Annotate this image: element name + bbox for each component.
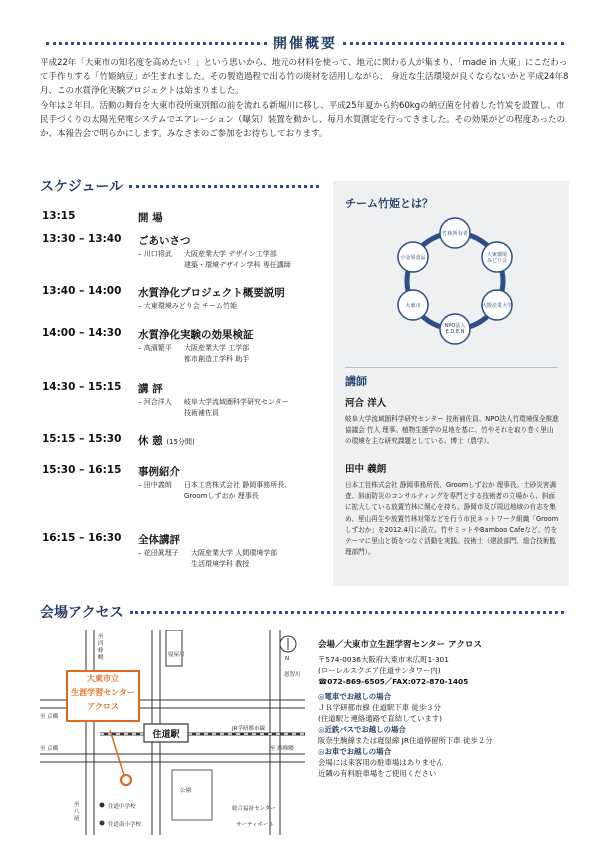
speaker-name: – 田中義朗 (138, 481, 172, 489)
network-node (398, 290, 428, 320)
sidebar-divider (345, 367, 557, 368)
affiliation-line: 都市創造工学科 助手 (183, 355, 250, 363)
schedule-title-text: 水質浄化実験の効果検証 (138, 329, 254, 341)
map-label-kyoto: 至 京橋 (40, 714, 59, 720)
map-label-north: N (285, 656, 290, 662)
schedule-time: 16:15 – 16:30 (42, 532, 122, 544)
schedule-rule (129, 185, 319, 188)
venue-marker (121, 775, 131, 785)
map-label-onchigawa: 恩智川 (284, 672, 301, 678)
network-node (398, 242, 428, 272)
schedule-title: スケジュール (40, 179, 124, 195)
map-label-shijonawate: 至 四條畷 (98, 634, 104, 661)
schedule-time: 13:30 – 13:40 (42, 233, 122, 245)
map-label-yao: 至 八尾 (74, 802, 80, 822)
train-line: ＪＲ学研都市線 住道駅下車 徒歩３分 (318, 703, 441, 712)
speaker-affiliation (184, 249, 291, 271)
schedule-speaker (138, 301, 237, 312)
car-line: 近隣の有料駐車場をご使用ください (318, 769, 437, 778)
speaker-affiliation (184, 397, 289, 419)
affiliation-line: 大阪産業大学 デザイン工学部 (183, 250, 277, 258)
venue-label-box (66, 670, 140, 722)
station-label: 住道駅 (152, 730, 180, 740)
break-duration: (15分間) (166, 438, 195, 446)
speaker-name: – 川口将武 (138, 250, 172, 258)
map-label-sunthy: サーティホール (236, 822, 274, 828)
sidebar-panel (333, 181, 569, 586)
access-title: 会場アクセス (40, 605, 124, 621)
schedule-speaker (138, 343, 249, 365)
schedule-title-text: 開 場 (138, 212, 163, 224)
map-label-shijonawate2: 至 四條畷 (270, 746, 294, 752)
schedule-time: 14:30 – 15:15 (42, 381, 122, 393)
speaker-name: – 花田眞理子 (138, 549, 179, 557)
map-label-neyagawa: 寝屋川 (168, 652, 185, 658)
speaker-name: – 河合洋人 (138, 398, 172, 406)
train-heading: ◎電車でお越しの場合 (318, 692, 391, 701)
lecturers-title: 講師 (345, 375, 367, 388)
speaker-name: – 大東環境みどり会 チーム竹姫 (138, 302, 237, 310)
map-label-jr: JR学研都市線 (232, 726, 265, 732)
schedule-speaker (138, 480, 291, 502)
overview-body (40, 56, 572, 141)
network-node (440, 314, 470, 344)
lecturer-bio: 岐阜大学流域圏科学研究センター 技術補佐員、NPO法人竹環境保全推進協議会 竹人 理事。植物生態学の見地を基に、竹やそれを取り巻く里山の環境を主な研究課題としている。博士（農学）。 (345, 415, 559, 446)
team-title: チーム竹姫とは？ (345, 197, 433, 210)
lecturer-block (345, 461, 559, 558)
speaker-name: – 高濱繁平 (138, 344, 172, 352)
overview-title: 開催概要 (273, 36, 337, 52)
access-map (40, 630, 305, 835)
school-marker (100, 821, 105, 826)
park-area (172, 770, 212, 820)
bus-line: 阪奈生駒線または寝屋線 JR住道停留所下車 徒歩２分 (318, 736, 493, 745)
svg-text:大東市: 大東市 (405, 303, 421, 309)
schedule-speaker (138, 548, 277, 570)
car-heading: ◎お車でお越しの場合 (318, 747, 391, 756)
speaker-affiliation (191, 548, 277, 570)
affiliation-line: 建築・環境デザイン学科 専任講師 (183, 261, 291, 269)
svg-text:大東環境: 大東環境 (486, 252, 508, 258)
map-label-hall: 総合福祉センター (232, 806, 276, 812)
schedule-title-text (138, 433, 195, 448)
header-rule-right (343, 42, 564, 45)
speaker-affiliation (184, 480, 291, 502)
schedule-speaker (138, 249, 291, 271)
affiliation-line: 大阪産業大学 人間環境学部 (190, 549, 278, 557)
schedule-title-text: 全体講評 (138, 534, 180, 546)
svg-text:竹林所有者: 竹林所有者 (442, 231, 468, 237)
schedule-speaker (138, 397, 289, 419)
venue-building: (ローレルスクエア住道サンタワー内) (318, 666, 441, 675)
svg-text:みどり会: みどり会 (486, 258, 508, 264)
venue-phone: ☎072-869-6505／FAX:072-870-1405 (318, 677, 469, 686)
team-network-diagram (365, 215, 545, 345)
road (40, 754, 305, 762)
svg-text:小金屋食品: 小金屋食品 (400, 255, 426, 261)
schedule-time: 13:40 – 14:00 (42, 285, 122, 297)
affiliation-line: 生活環境学科 教授 (190, 560, 250, 568)
access-header (40, 602, 570, 622)
train-line: (住道駅と連絡通路で直結しています) (318, 714, 443, 723)
network-node (482, 242, 512, 272)
schedule-time: 15:15 – 15:30 (42, 433, 122, 445)
venue-name: 会場／大東市立生涯学習センター アクロス (318, 640, 482, 650)
map-label-kyobashi: 至 京橋 (40, 746, 59, 752)
venue-label-line: アクロス (87, 702, 119, 711)
lecturer-name: 田中 義朗 (345, 464, 387, 475)
affiliation-line: 技術補佐員 (183, 409, 219, 417)
schedule-time: 15:30 – 16:15 (42, 464, 122, 476)
break-title: 休 憩 (138, 435, 163, 447)
venue-label-line: 大東市立 (87, 674, 119, 683)
venue-label-line: 生涯学習センター (71, 688, 135, 697)
affiliation-line: 日本工営株式会社 静岡事務所長、 (183, 481, 292, 489)
schedule-title-text: 事例紹介 (138, 466, 180, 478)
map-label-jhs: 住道中学校 (108, 804, 136, 810)
affiliation-line: 大阪産業大学 工学部 (183, 344, 250, 352)
network-node (482, 290, 512, 320)
schedule-header (40, 176, 325, 196)
affiliation-line: 岐阜大学流域圏科学研究センター (183, 398, 289, 406)
map-label-park: 公園 (180, 788, 192, 794)
access-rule (130, 611, 564, 614)
neyagawa-river (166, 630, 182, 666)
lecturer-block (345, 395, 559, 448)
schedule-time: 14:00 – 14:30 (42, 327, 122, 339)
venue-pointer (110, 730, 124, 775)
svg-text:大阪産業大学: 大阪産業大学 (481, 303, 513, 309)
network-node (440, 218, 470, 248)
access-info (318, 640, 578, 779)
overview-paragraph-1: 平成22年「大東市の知名度を高めたい！」という思いから、地元の材料を使って、地元に関わる人が集まり、「made in 大東」にこだわって手作りする「竹姫納豆」が生まれました。その製造過程で出る竹の廃材を活用しながら、 身近な生活環境が良くならないかと平成24年8月、この水質浄化実験プロジェクトは始まりました。 (40, 58, 569, 97)
lecturer-name: 河合 洋人 (345, 398, 387, 409)
svg-text:E.D.E.N: E.D.E.N (445, 329, 465, 335)
bus-heading: ◎近鉄バスでお越しの場合 (318, 725, 406, 734)
car-line: 会場には来客用の駐車場はありません (318, 758, 444, 767)
school-marker (100, 803, 105, 808)
speaker-affiliation (184, 343, 249, 365)
svg-text:NPO法人: NPO法人 (444, 323, 466, 329)
header-rule-left (46, 42, 267, 45)
schedule-time: 13:15 (42, 210, 76, 222)
schedule-title-text: 水質浄化プロジェクト概要説明 (138, 287, 285, 299)
overview-paragraph-2: 今年は２年目。活動の舞台を大東市役所東別館の前を流れる新堀川に移し、平成25年夏から約60kgの納豆菌を付着した竹炭を設置し、市民手づくりの太陽光発電システムでエアレーション（曝気）装置を動かし、毎月水質測定を行ってきました。その効果がどの程度あったのか、本報告会で明らかにします。みなさまのご参加をお待ちしております。 (40, 100, 565, 140)
affiliation-line: Groomしずおか 理事長 (183, 492, 259, 500)
schedule-title-text: ごあいさつ (138, 235, 191, 247)
overview-header (40, 35, 570, 51)
lecturer-bio: 日本工営株式会社 静岡事務所長、Groomしずおか 理事長。土砂災害調査、斜面防災のコンサルティングを専門とする技術者の立場から、斜面に拡大している放置竹林に関心を持ち、静岡市及び周辺地域の有志を集め、里山再生や放置竹林対策などを行う市民ネットワーク組織「Groomしずおか」を2012.4月に設立。竹サミットやBamboo Cafeなど、竹をテーマに里山と街をつなぐ活動を実践。技術士（建設部門、総合技術監理部門）。 (345, 481, 559, 557)
map-label-es: 住道南小学校 (108, 822, 142, 828)
road (86, 630, 94, 835)
schedule-title-text: 講 評 (138, 383, 163, 395)
venue-address: 〒574-0036大阪府大東市末広町1-301 (318, 655, 449, 664)
